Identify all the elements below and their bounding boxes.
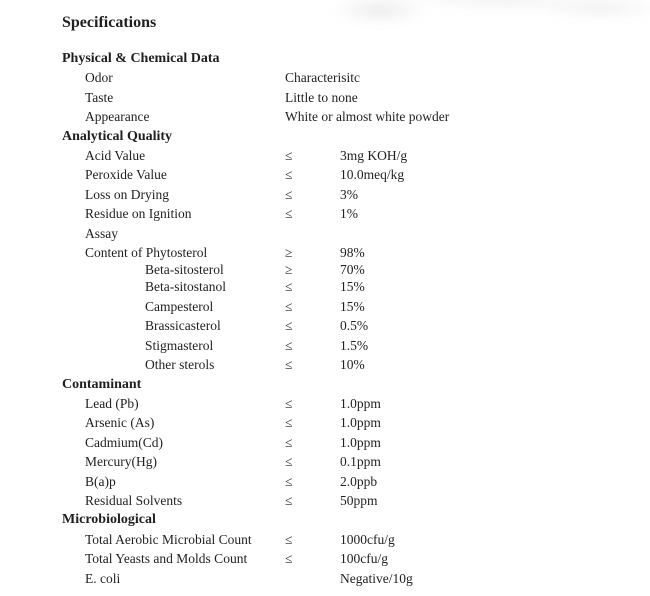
section-physical-chemical-data <box>0 49 650 127</box>
spec-label: Beta-sitostanol <box>145 279 226 295</box>
spec-label: Beta-sitosterol <box>145 262 224 278</box>
section-microbiological <box>0 510 650 588</box>
spec-value: 3% <box>340 186 358 202</box>
spec-value: 2.0ppb <box>340 473 378 489</box>
relation-symbol: ≤ <box>285 318 293 334</box>
spec-label: Residue on Ignition <box>85 206 192 222</box>
relation-symbol: ≤ <box>285 415 293 431</box>
spec-value: 3mg KOH/g <box>340 148 408 164</box>
spec-row-residual-solvents <box>0 491 650 510</box>
spec-label: Loss on Drying <box>85 186 169 202</box>
spec-row-mercury <box>0 452 650 471</box>
spec-value: White or almost white powder <box>285 109 450 125</box>
spec-row-odor <box>0 68 650 87</box>
spec-label: Total Aerobic Microbial Count <box>85 531 252 547</box>
relation-symbol: ≤ <box>285 454 293 470</box>
spec-row-beta-sitosterol <box>0 262 650 277</box>
relation-symbol: ≤ <box>285 434 293 450</box>
spec-value: 10% <box>340 357 365 373</box>
relation-symbol: ≥ <box>285 262 293 278</box>
spec-label: Appearance <box>85 109 150 125</box>
spec-value: 15% <box>340 298 365 314</box>
spec-label: Other sterols <box>145 357 215 373</box>
page-title: Specifications <box>62 14 157 31</box>
spec-value: 1000cfu/g <box>340 531 395 547</box>
spec-row-assay <box>0 224 650 243</box>
spec-value: 1% <box>340 206 358 222</box>
relation-symbol: ≤ <box>285 357 293 373</box>
spec-row-arsenic <box>0 413 650 432</box>
spec-label: Arsenic (As) <box>85 415 155 431</box>
spec-value: 50ppm <box>340 492 378 508</box>
spec-row-other-sterols <box>0 355 650 374</box>
relation-symbol: ≤ <box>285 337 293 353</box>
spec-value: 0.5% <box>340 318 369 334</box>
spec-label: Assay <box>85 225 118 241</box>
spec-value: 98% <box>340 245 365 261</box>
spec-value: 10.0meq/kg <box>340 167 405 183</box>
relation-symbol: ≤ <box>285 298 293 314</box>
spec-label: Peroxide Value <box>85 167 167 183</box>
spec-value: 70% <box>340 262 365 278</box>
spec-row-taste <box>0 88 650 107</box>
spec-row-total-yeasts-and-molds-count <box>0 549 650 568</box>
spec-row-appearance <box>0 107 650 126</box>
spec-row-stigmasterol <box>0 336 650 355</box>
spec-label: Acid Value <box>85 148 146 164</box>
spec-value: 1.5% <box>340 337 369 353</box>
section-heading: Physical & Chemical Data <box>62 51 220 66</box>
section-heading: Contaminant <box>62 376 142 392</box>
spec-row-beta-sitostanol <box>0 277 650 296</box>
spec-label: E. coli <box>85 570 121 586</box>
spec-label: Total Yeasts and Molds Count <box>85 551 248 567</box>
spec-row-total-aerobic-microbial-count <box>0 530 650 549</box>
spec-value: 1.0ppm <box>340 395 381 411</box>
spec-value: 15% <box>340 279 365 295</box>
spec-label: Stigmasterol <box>145 337 214 353</box>
spec-label: Content of Phytosterol <box>85 245 208 261</box>
section-contaminant <box>0 375 650 511</box>
spec-row-content-of-phytosterol <box>0 243 650 262</box>
relation-symbol: ≤ <box>285 206 293 222</box>
spec-label: Cadmium(Cd) <box>85 434 163 450</box>
relation-symbol: ≥ <box>285 245 293 261</box>
relation-symbol: ≤ <box>285 473 293 489</box>
spec-label: Mercury(Hg) <box>85 454 157 470</box>
relation-symbol: ≤ <box>285 551 293 567</box>
section-heading: Analytical Quality <box>62 128 173 144</box>
relation-symbol: ≤ <box>285 395 293 411</box>
section-heading: Microbiological <box>62 512 156 528</box>
spec-value: Negative/10g <box>340 570 413 586</box>
spec-label: Brassicasterol <box>145 318 221 334</box>
section-analytical-quality <box>0 127 650 375</box>
spec-label: B(a)p <box>85 473 116 489</box>
relation-symbol: ≤ <box>285 279 293 295</box>
spec-value: Characterisitc <box>285 70 360 86</box>
spec-row-residue-on-ignition <box>0 204 650 223</box>
relation-symbol: ≤ <box>285 531 293 547</box>
spec-row-e-coli <box>0 569 650 588</box>
spec-label: Residual Solvents <box>85 492 183 508</box>
spec-row-loss-on-drying <box>0 185 650 204</box>
relation-symbol: ≤ <box>285 148 293 164</box>
spec-row-lead <box>0 394 650 413</box>
spec-label: Campesterol <box>145 298 214 314</box>
relation-symbol: ≤ <box>285 186 293 202</box>
spec-row-campesterol <box>0 297 650 316</box>
spec-label: Lead (Pb) <box>85 395 139 411</box>
spec-value: 0.1ppm <box>340 454 381 470</box>
spec-label: Taste <box>85 89 114 105</box>
relation-symbol: ≤ <box>285 492 293 508</box>
spec-row-brassicasterol <box>0 316 650 335</box>
spec-row-peroxide-value <box>0 165 650 184</box>
relation-symbol: ≤ <box>285 167 293 183</box>
spec-label: Odor <box>85 70 113 86</box>
spec-value: 1.0ppm <box>340 415 381 431</box>
spec-value: Little to none <box>285 89 358 105</box>
spec-value: 1.0ppm <box>340 434 381 450</box>
spec-row-acid-value <box>0 146 650 165</box>
spec-value: 100cfu/g <box>340 551 388 567</box>
spec-row-cadmium <box>0 433 650 452</box>
spec-row-bap <box>0 472 650 491</box>
